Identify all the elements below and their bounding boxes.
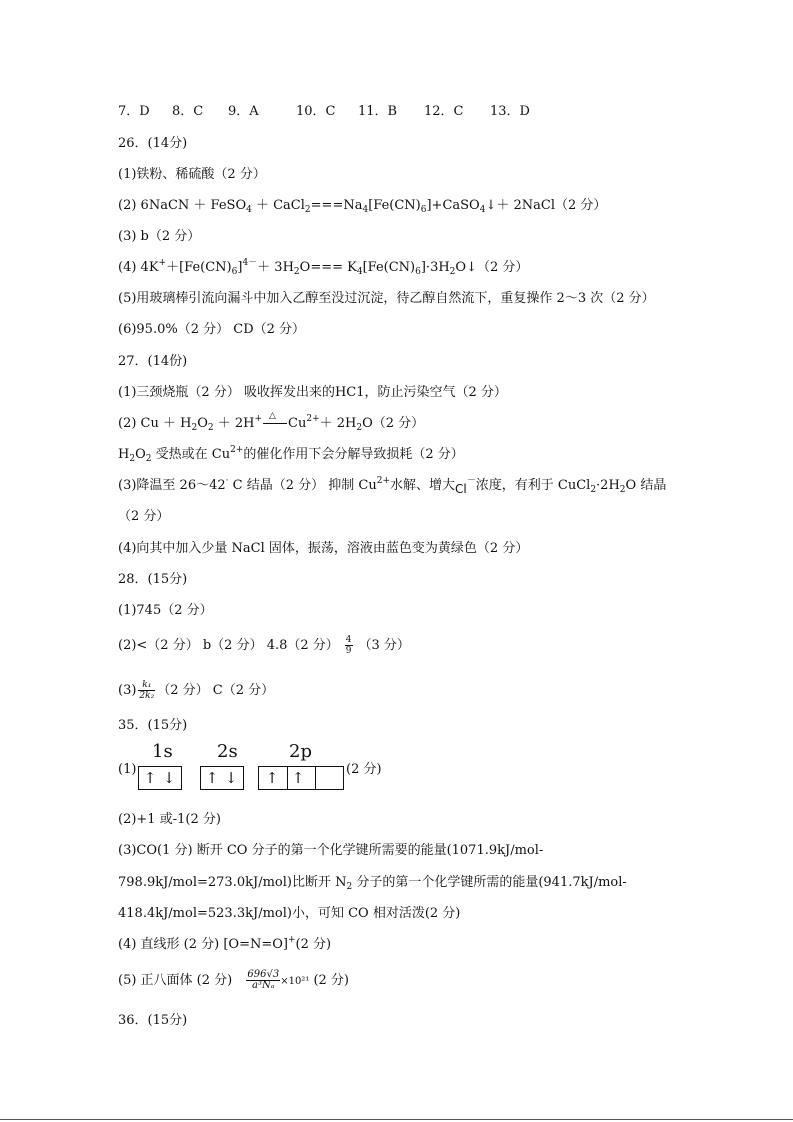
q35-answer-3-cont2: 418.4kJ/mol=523.3kJ/mol)小，可知 CO 相对活泼(2 分): [118, 906, 461, 921]
q27-answer-2-note: $H_2O_2$ 受热或在 $Cu^{2+}$的催化作用下会分解导致损耗（2 分）: [118, 445, 464, 464]
density-fraction: $\frac{696√3}{\text{a³Nₐ}}$: [247, 969, 280, 991]
mc-answer-9: 9．A: [228, 104, 259, 119]
orbital-label-1s: 1s: [152, 741, 173, 762]
multiple-choice-answers: [118, 104, 530, 120]
mc-answer-13: 13．D: [490, 104, 530, 119]
q28-answer-2: (2)<（2 分） b（2 分） 4.8（2 分） $\frac{4}{9}$ （3 分）: [118, 635, 410, 656]
orbital-box-2p: [258, 766, 344, 790]
spin-up-icon: ↑: [287, 767, 308, 789]
orbital-box-2s: [200, 766, 244, 790]
spin-up-icon: ↑: [265, 769, 279, 787]
empty-orbital: [315, 767, 343, 789]
q26-answer-2: (2) 6NaCN ＋ FeSO$_4$ ＋ $CaCl_2===Na_4[Fe(CN)_6]+CaSO_4↓+$ 2NaCl（2 分）: [118, 198, 607, 215]
spin-up-icon: ↑: [143, 769, 157, 787]
q28-answer-1: (1)745（2 分）: [118, 603, 213, 618]
page-bottom-rule: [0, 1119, 793, 1120]
q36-header: 36．(15分): [118, 1013, 188, 1028]
mc-answer-8: 8．C: [172, 104, 204, 119]
mc-answer-7: 7．D: [118, 104, 150, 119]
q27-answer-4: (4)向其中加入少量 NaCl 固体，振荡，溶液由蓝色变为黄绿色（2 分）: [118, 541, 529, 556]
orbital-label-2s: 2s: [217, 741, 238, 762]
mc-answer-11: 11．B: [358, 104, 398, 119]
q27-answer-1: (1)三颈烧瓶（2 分） 吸收挥发出来的HC1，防止污染空气（2 分）: [118, 385, 507, 400]
q35-answer-5: (5) 正八面体 (2 分) $\frac{696√3}{\text{a³Nₐ}}$ ×10²¹ (2 分): [118, 969, 350, 991]
q35-answer-1-prefix: (1): [118, 762, 137, 777]
q35-answer-1-score: (2 分): [346, 762, 382, 777]
q28-header: 28．(15分): [118, 572, 188, 587]
q27-answer-3: (3)降温至 26～42· C 结晶（2 分） 抑制 $Cu^{2+}$水解、增大Cl－浓度，有利于 $CuCl_2\cdot 2H_2O$ 结晶: [118, 476, 667, 496]
q27-header: 27．(14份): [118, 354, 188, 369]
q27-answer-3-cont: （2 分）: [118, 509, 170, 524]
q35-answer-3-cont1: 798.9kJ/mol=273.0kJ/mol)比断开 $N_2$ 分子的第一个化学键所需的能量(941.7kJ/mol-: [118, 875, 627, 892]
q35-answer-3: (3)CO(1 分) 断开 CO 分子的第一个化学键所需要的能量(1071.9kJ/mol-: [118, 843, 544, 858]
q26-header: 26．(14分): [118, 136, 188, 151]
q27-answer-2: (2) $Cu + H_2O_2 + 2H^+$ △ $Cu^{2+}+ 2H_2O(2$ 分）: [118, 411, 425, 433]
q35-answer-4: (4) 直线形 (2 分) [O=N=O]+(2 分): [118, 935, 332, 952]
q26-answer-1: (1)铁粉、稀硫酸（2 分）: [118, 167, 266, 182]
mc-answer-12: 12．C: [424, 104, 464, 119]
q26-answer-5: (5)用玻璃棒引流向漏斗中加入乙醇至没过沉淀，待乙醇自然流下，重复操作 2～3 次（2 分）: [118, 291, 655, 306]
heat-arrow: △: [262, 416, 288, 432]
spin-down-icon: ↓: [162, 769, 176, 787]
q26-answer-3: (3) b（2 分）: [118, 229, 201, 244]
fraction-4-9: $\frac{4}{9}$: [345, 635, 352, 656]
q35-answer-2: (2)+1 或-1(2 分): [118, 812, 221, 827]
q28-answer-3: (3) $\frac{\text{k₁}}{\text{2k₂}}$ （2 分） C（2 分）: [118, 680, 275, 701]
q26-answer-4: (4) $4K^++[Fe(CN)_6]^{4-}+ 3H_2O===$ $K_4[Fe(CN)_6]\cdot 3H_2O↓(2$ 分）: [118, 258, 529, 277]
spin-up-icon: ↑: [205, 769, 219, 787]
fraction-k1-2k2: $\frac{\text{k₁}}{\text{2k₂}}$: [139, 680, 155, 701]
orbital-box-1s: [138, 766, 182, 790]
q26-answer-6: (6)95.0%（2 分） CD（2 分）: [118, 322, 306, 337]
q35-header: 35．(15分): [118, 718, 188, 733]
orbital-label-2p: 2p: [289, 741, 312, 762]
mc-answer-10: 10．C: [296, 104, 336, 119]
spin-down-icon: ↓: [224, 769, 238, 787]
